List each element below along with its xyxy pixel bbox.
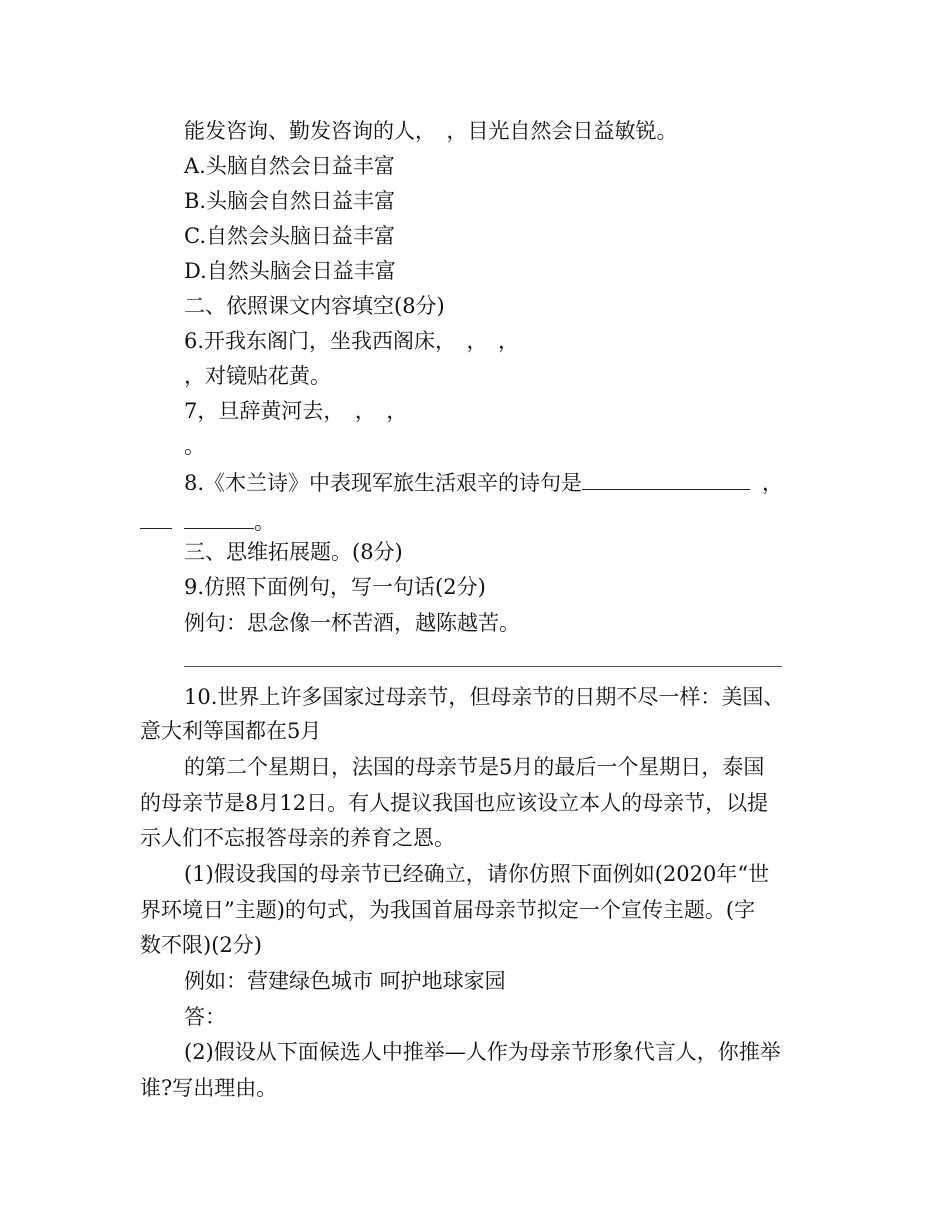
answer-blank[interactable] bbox=[184, 506, 254, 529]
option-a: A.头脑自然会日益丰富 bbox=[184, 154, 395, 178]
option-d: D.自然头脑会日益丰富 bbox=[184, 259, 396, 283]
question-6-line-1: 6.开我东阁门，坐我西阁床， ， ， bbox=[184, 329, 520, 353]
question-10-2-line-1: (2)假设从下面候选人中推举—人作为母亲节形象代言人，你推举 bbox=[184, 1040, 781, 1064]
question-10-line-5: 示人们不忘报答母亲的养育之恩。 bbox=[140, 826, 455, 850]
question-10-1-line-3: 数不限)(2分) bbox=[140, 933, 262, 957]
question-10-line-3: 的第二个星期日，法国的母亲节是5月的最后一个星期日，泰国 bbox=[184, 755, 765, 779]
question-8-text: 8.《木兰诗》中表现军旅生活艰辛的诗句是 bbox=[184, 471, 583, 495]
question-9-example: 例句：思念像一杯苦酒，越陈越苦。 bbox=[184, 611, 520, 635]
question-10-line-4: 的母亲节是8月12日。有人提议我国也应该设立本人的母亲节，以提 bbox=[140, 791, 769, 815]
question-10-line-2: 意大利等国都在5月 bbox=[140, 719, 322, 743]
section-3-heading: 三、思维拓展题。(8分) bbox=[184, 540, 403, 564]
answer-line[interactable] bbox=[184, 666, 782, 667]
question-8-end: 。 bbox=[254, 510, 275, 534]
question-7-line-2: 。 bbox=[184, 434, 205, 458]
question-8 bbox=[184, 467, 783, 498]
question-9: 9.仿照下面例句，写一句话(2分) bbox=[184, 575, 486, 599]
question-10-line-1: 10.世界上许多国家过母亲节，但母亲节的日期不尽一样：美国、 bbox=[184, 685, 785, 709]
question-10-1-line-1: (1)假设我国的母亲节已经确立，请你仿照下面例如(2020年“世 bbox=[184, 862, 770, 886]
question-8-comma: ， bbox=[762, 471, 784, 495]
option-b: B.头脑会自然日益丰富 bbox=[184, 189, 396, 213]
question-8-continuation bbox=[140, 506, 275, 537]
answer-blank[interactable] bbox=[140, 506, 172, 529]
question-10-1-answer-label: 答： bbox=[184, 1005, 226, 1029]
option-c: C.自然会头脑日益丰富 bbox=[184, 224, 395, 248]
section-2-heading: 二、依照课文内容填空(8分) bbox=[184, 294, 445, 318]
question-10-1-example: 例如：营建绿色城市 呵护地球家园 bbox=[184, 969, 506, 993]
question-10-1-line-2: 界环境日”主题)的句式，为我国首届母亲节拟定一个宣传主题。(字 bbox=[140, 898, 756, 922]
question-5-stem: 能发咨询、勤发咨询的人， ，目光自然会日益敏锐。 bbox=[184, 119, 678, 143]
question-6-line-2: ，对镜贴花黄。 bbox=[184, 364, 331, 388]
question-10-2-line-2: 谁?写出理由。 bbox=[140, 1076, 278, 1100]
question-7-line-1: 7，旦辞黄河去， ， ， bbox=[184, 399, 408, 423]
answer-blank[interactable] bbox=[582, 467, 750, 490]
